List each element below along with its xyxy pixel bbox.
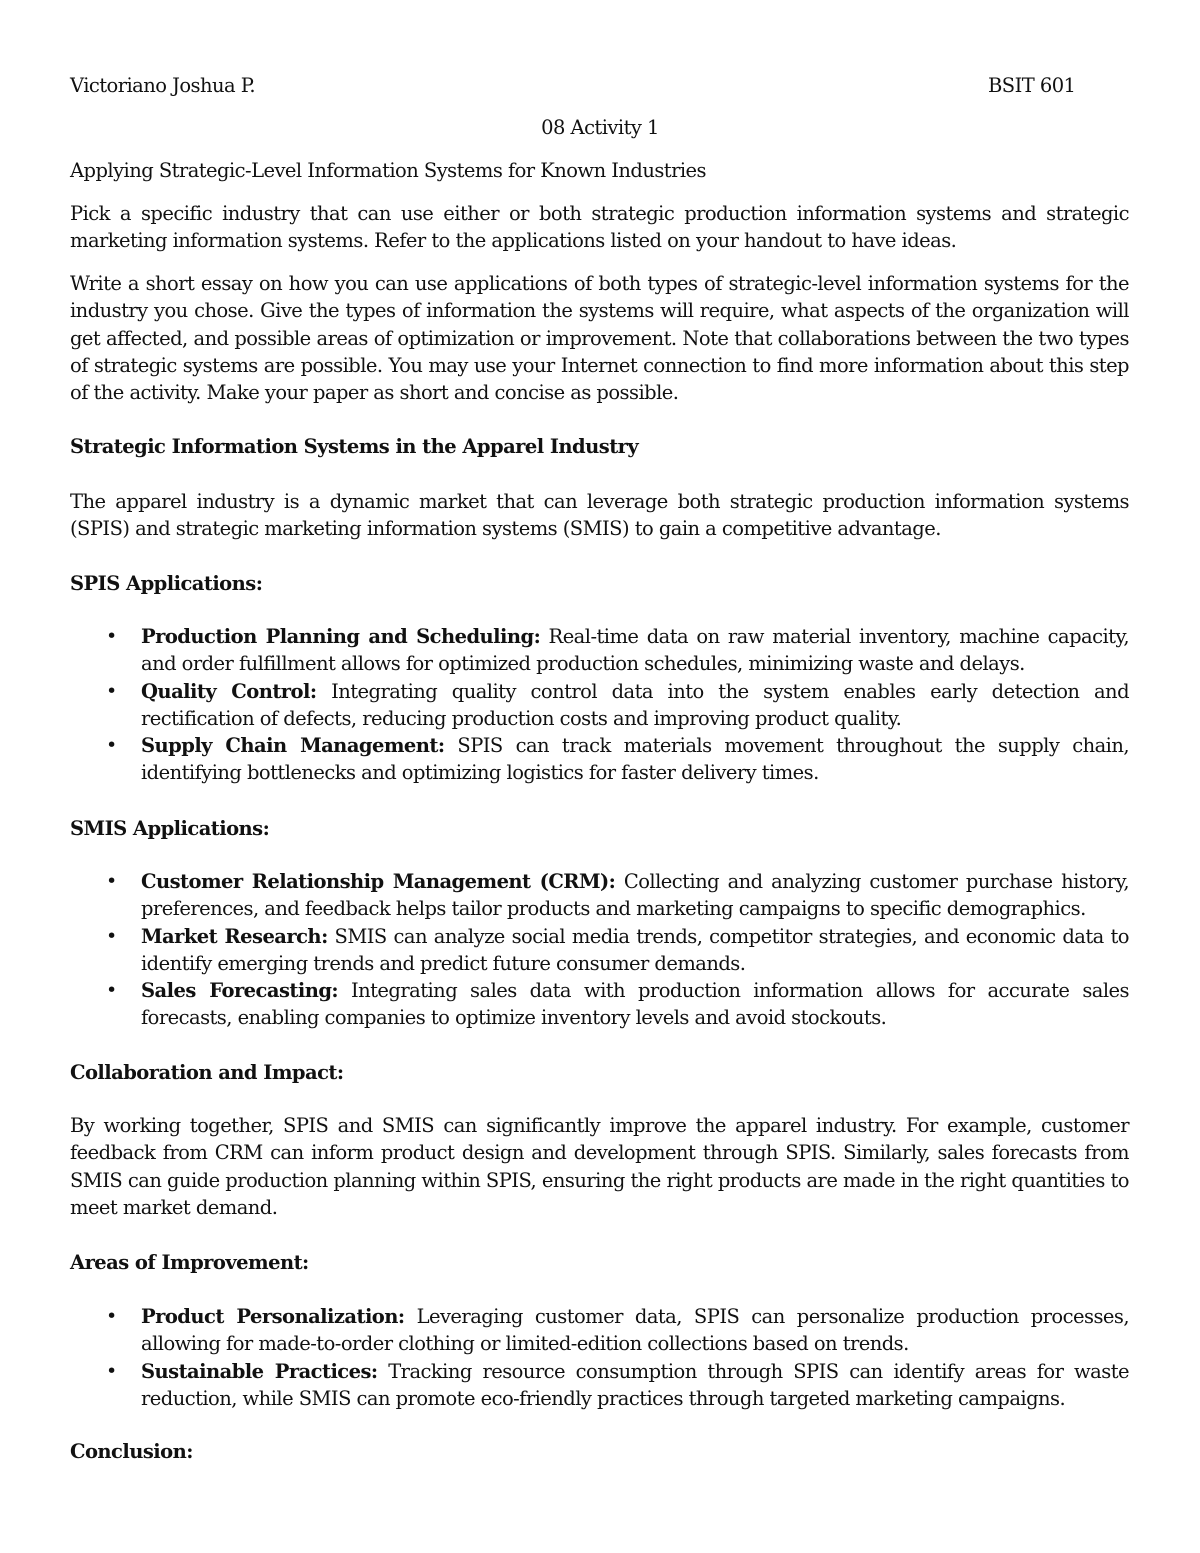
list-item-term: Sales Forecasting: <box>141 979 339 1003</box>
smis-list <box>70 868 1129 1032</box>
improvement-list <box>70 1303 1129 1412</box>
list-item <box>70 977 1129 1032</box>
list-item-term: Product Personalization: <box>141 1305 405 1328</box>
bullet-icon: • <box>106 1359 117 1382</box>
list-item <box>70 1358 1129 1413</box>
list-item-term: Market Research: <box>141 924 328 948</box>
list-item <box>70 678 1129 733</box>
list-item <box>70 732 1129 787</box>
list-item <box>70 923 1129 978</box>
list-item <box>70 1303 1129 1358</box>
bullet-icon: • <box>106 979 117 1002</box>
bullet-icon: • <box>106 679 117 702</box>
instruction-paragraph-2: Write a short essay on how you can use applications of both types of strategic-level information systems for the industry you chose. Give the types of information the systems will require, what aspects of the organization will get affected, and possible areas of optimization or improvement. Note that collaborations between the two types of strategic systems are possible. You may use your Internet connection to find more information about this step of the activity. Make your paper as short and concise as possible. <box>70 272 1129 405</box>
list-item-term: Customer Relationship Management (CRM): <box>141 870 616 893</box>
list-item-text: SMIS can analyze social media trends, competitor strategies, and economic data to identify emerging trends and predict future consumer demands. <box>141 924 1130 975</box>
list-item-text: Tracking resource consumption through SPIS can identify areas for waste reduction, while SMIS can promote eco-friendly practices through targeted marketing campaigns. <box>141 1359 1129 1410</box>
bullet-icon: • <box>106 625 117 647</box>
list-item-text: SPIS can track materials movement throughout the supply chain, identifying bottlenecks and optimizing logistics for faster delivery times. <box>141 734 1129 785</box>
list-item-term: Quality Control: <box>141 679 317 703</box>
list-item-text: Real-time data on raw material inventory, machine capacity, and order fulfillment allows for optimized production schedules, minimizing waste and delays. <box>141 625 1129 676</box>
conclusion-heading <box>70 1438 1129 1465</box>
smis-heading-text: SMIS Applications: <box>70 817 270 840</box>
conclusion-heading-text: Conclusion: <box>70 1440 193 1463</box>
bullet-icon: • <box>106 1305 117 1327</box>
list-item <box>70 623 1129 678</box>
spis-heading-text: SPIS Applications: <box>70 572 263 595</box>
list-item-term: Production Planning and Scheduling: <box>141 625 541 648</box>
bullet-icon: • <box>106 734 117 757</box>
improvement-heading-text: Areas of Improvement: <box>70 1251 309 1274</box>
essay-heading <box>70 433 1129 460</box>
improvement-heading <box>70 1249 1129 1276</box>
instruction-paragraph-1: Pick a specific industry that can use either or both strategic production information systems and strategic marketing information systems. Refer to the applications listed on your handout to have ideas. <box>70 202 1129 253</box>
list-item-term: Sustainable Practices: <box>141 1359 378 1383</box>
spis-heading <box>70 570 1129 597</box>
bullet-icon: • <box>106 870 117 892</box>
bullet-icon: • <box>106 924 117 947</box>
essay-intro: The apparel industry is a dynamic market that can leverage both strategic production information systems (SPIS) and strategic marketing information systems (SMIS) to gain a competitive advantage. <box>70 490 1129 541</box>
essay-heading-text: Strategic Information Systems in the Apparel Industry <box>70 435 639 458</box>
collaboration-heading-text: Collaboration and Impact: <box>70 1061 344 1084</box>
collaboration-heading <box>70 1059 1129 1086</box>
list-item-text: Collecting and analyzing customer purchase history, preferences, and feedback helps tailor products and marketing campaigns to specific demographics. <box>141 870 1129 921</box>
list-item-text: Integrating quality control data into the system enables early detection and rectification of defects, reducing production costs and improving product quality. <box>141 679 1129 730</box>
smis-heading <box>70 815 1129 842</box>
activity-title: 08 Activity 1 <box>541 116 659 139</box>
section-code: BSIT 601 <box>988 74 1076 97</box>
list-item-term: Supply Chain Management: <box>141 734 445 758</box>
activity-subtitle: Applying Strategic-Level Information Systems for Known Industries <box>70 159 706 182</box>
list-item-text: Leveraging customer data, SPIS can personalize production processes, allowing for made-to-order clothing or limited-edition collections based on trends. <box>141 1305 1129 1356</box>
list-item <box>70 868 1129 923</box>
student-name: Victoriano Joshua P. <box>70 74 256 97</box>
list-item-text: Integrating sales data with production information allows for accurate sales forecasts, enabling companies to optimize inventory levels and avoid stockouts. <box>141 979 1129 1030</box>
spis-list <box>70 623 1129 787</box>
collaboration-paragraph: By working together, SPIS and SMIS can significantly improve the apparel industry. For example, customer feedback from CRM can inform product design and development through SPIS. Similarly, sales forecasts from SMIS can guide production planning within SPIS, ensuring the right products are made in the right quantities to meet market demand. <box>70 1114 1129 1219</box>
